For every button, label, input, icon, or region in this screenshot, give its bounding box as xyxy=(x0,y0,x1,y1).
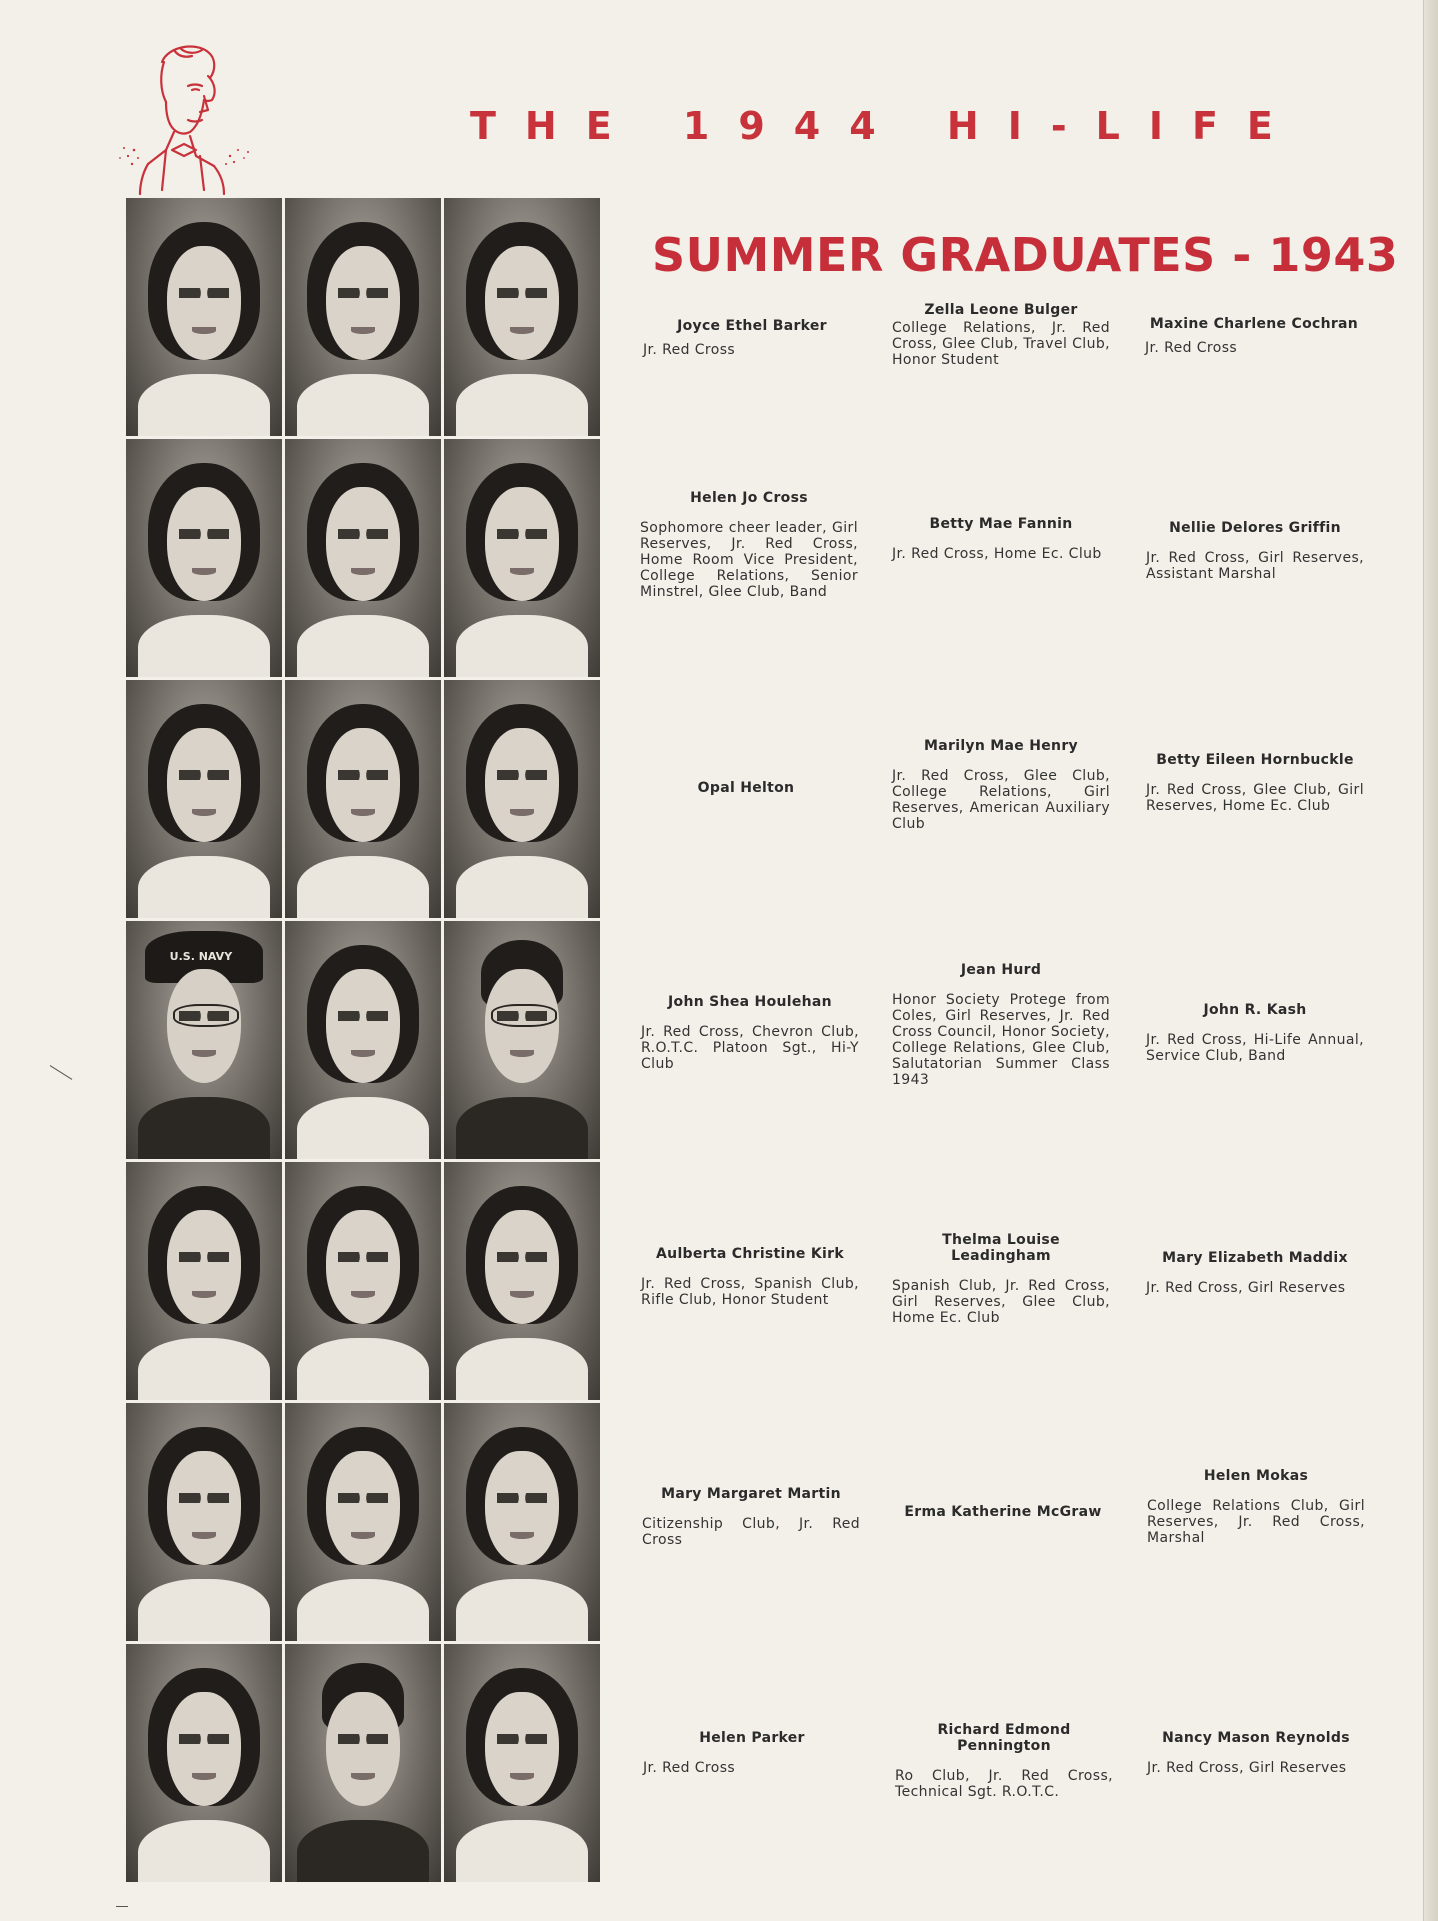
graduate-name: Thelma Louise Leadingham xyxy=(942,1232,1060,1264)
graduate-name: Helen Mokas xyxy=(1203,1468,1309,1484)
graduate-name: Mary Elizabeth Maddix xyxy=(1162,1250,1348,1266)
graduate-entry xyxy=(1147,1468,1365,1546)
portrait-photo xyxy=(285,921,441,1159)
portrait-photo xyxy=(126,680,282,918)
graduate-entry xyxy=(894,1504,1112,1528)
graduate-entry xyxy=(1145,316,1363,356)
graduate-activities: Jr. Red Cross xyxy=(643,1760,736,1776)
graduate-name: Betty Eileen Hornbuckle xyxy=(1156,752,1354,768)
graduate-activities: Sophomore cheer leader, Girl Reserves, Jr. Red Cross, Home Room Vice President, College Relations, Senior Minstrel, Glee Club, Band xyxy=(640,520,858,600)
graduate-activities: Jr. Red Cross xyxy=(643,342,736,358)
graduate-entry xyxy=(892,516,1110,562)
graduate-activities: Honor Society Protege from Coles, Girl Reserves, Jr. Red Cross Council, Honor Society, College Relations, Glee Club, Salutatorian Summer Class 1943 xyxy=(892,992,1110,1088)
graduate-entry xyxy=(1146,1250,1364,1296)
portrait-photo xyxy=(126,1644,282,1882)
graduate-name: Maxine Charlene Cochran xyxy=(1149,316,1359,332)
portrait-photo xyxy=(444,921,600,1159)
graduate-activities: Ro Club, Jr. Red Cross, Technical Sgt. R.O.T.C. xyxy=(895,1768,1113,1800)
graduate-entry xyxy=(1146,1002,1364,1064)
graduate-activities: Jr. Red Cross, Glee Club, College Relations, Girl Reserves, American Auxiliary Club xyxy=(892,768,1110,832)
graduate-name: Zella Leone Bulger xyxy=(924,302,1078,318)
graduate-name: Erma Katherine McGraw xyxy=(904,1504,1102,1520)
graduate-activities: Jr. Red Cross, Glee Club, Girl Reserves, Home Ec. Club xyxy=(1146,782,1364,814)
portrait-photo-navy xyxy=(126,921,282,1159)
portrait-photo xyxy=(444,680,600,918)
graduate-name: Nellie Delores Griffin xyxy=(1169,520,1341,536)
portrait-photo xyxy=(285,439,441,677)
graduate-name: Marilyn Mae Henry xyxy=(924,738,1078,754)
portrait-photo xyxy=(444,1162,600,1400)
page-edge xyxy=(1423,0,1438,1921)
graduate-name: Joyce Ethel Barker xyxy=(677,318,827,334)
graduate-entry xyxy=(892,1232,1110,1326)
graduate-name: John Shea Houlehan xyxy=(668,994,832,1010)
portrait-photo xyxy=(444,1403,600,1641)
page-mark xyxy=(116,1906,128,1907)
graduate-entry xyxy=(1147,1730,1365,1776)
graduate-entry xyxy=(1146,752,1364,814)
graduate-entry xyxy=(643,318,861,358)
portrait-photo xyxy=(126,1403,282,1641)
portrait-photo xyxy=(285,198,441,436)
graduate-activities: College Relations, Jr. Red Cross, Glee Club, Travel Club, Honor Student xyxy=(892,320,1110,368)
graduate-name: Helen Parker xyxy=(699,1730,805,1746)
graduate-entry xyxy=(892,962,1110,1088)
portrait-photo xyxy=(285,1162,441,1400)
portrait-photo xyxy=(126,1162,282,1400)
graduate-name: Jean Hurd xyxy=(960,962,1042,978)
graduate-entry xyxy=(643,1730,861,1776)
graduate-activities: Jr. Red Cross, Girl Reserves xyxy=(1147,1760,1347,1776)
portrait-photo xyxy=(126,198,282,436)
graduate-activities: Jr. Red Cross, Hi-Life Annual, Service Club, Band xyxy=(1146,1032,1364,1064)
graduate-name: Helen Jo Cross xyxy=(690,490,808,506)
section-title: SUMMER GRADUATES - 1943 xyxy=(652,228,1399,282)
graduate-entry xyxy=(641,994,859,1072)
graduate-name: Richard Edmond Pennington xyxy=(937,1722,1071,1754)
graduate-entry xyxy=(895,1722,1113,1800)
graduate-activities: Jr. Red Cross, Home Ec. Club xyxy=(892,546,1102,562)
graduate-name: Betty Mae Fannin xyxy=(929,516,1073,532)
graduate-activities: Citizenship Club, Jr. Red Cross xyxy=(642,1516,860,1548)
yearbook-title: THE 1944 HI-LIFE xyxy=(470,104,1302,148)
mascot-sketch-icon xyxy=(104,40,264,200)
graduate-entry xyxy=(637,780,855,804)
portrait-grid xyxy=(126,198,600,1882)
graduate-activities: Spanish Club, Jr. Red Cross, Girl Reserves, Glee Club, Home Ec. Club xyxy=(892,1278,1110,1326)
graduate-entry xyxy=(892,302,1110,368)
portrait-photo xyxy=(444,1644,600,1882)
graduate-entry xyxy=(641,1246,859,1308)
graduate-entry xyxy=(640,490,858,600)
portrait-photo xyxy=(285,1403,441,1641)
graduate-entry xyxy=(642,1486,860,1548)
graduate-name: Opal Helton xyxy=(697,780,795,796)
navy-cap-text: U.S. NAVY xyxy=(169,949,233,963)
graduate-activities: Jr. Red Cross xyxy=(1145,340,1238,356)
portrait-photo xyxy=(285,680,441,918)
graduate-name: John R. Kash xyxy=(1203,1002,1307,1018)
graduate-entry xyxy=(1146,520,1364,582)
graduate-name: Nancy Mason Reynolds xyxy=(1162,1730,1350,1746)
graduate-name: Mary Margaret Martin xyxy=(661,1486,841,1502)
graduate-activities: College Relations Club, Girl Reserves, Jr. Red Cross, Marshal xyxy=(1147,1498,1365,1546)
portrait-photo xyxy=(444,198,600,436)
portrait-photo xyxy=(444,439,600,677)
graduate-name: Aulberta Christine Kirk xyxy=(656,1246,844,1262)
graduate-activities: Jr. Red Cross, Spanish Club, Rifle Club, Honor Student xyxy=(641,1276,859,1308)
portrait-photo xyxy=(126,439,282,677)
graduate-activities: Jr. Red Cross, Girl Reserves xyxy=(1146,1280,1346,1296)
graduate-activities: Jr. Red Cross, Girl Reserves, Assistant Marshal xyxy=(1146,550,1364,582)
page-mark xyxy=(50,1065,73,1080)
graduate-entry xyxy=(892,738,1110,832)
portrait-photo xyxy=(285,1644,441,1882)
graduate-activities: Jr. Red Cross, Chevron Club, R.O.T.C. Platoon Sgt., Hi-Y Club xyxy=(641,1024,859,1072)
